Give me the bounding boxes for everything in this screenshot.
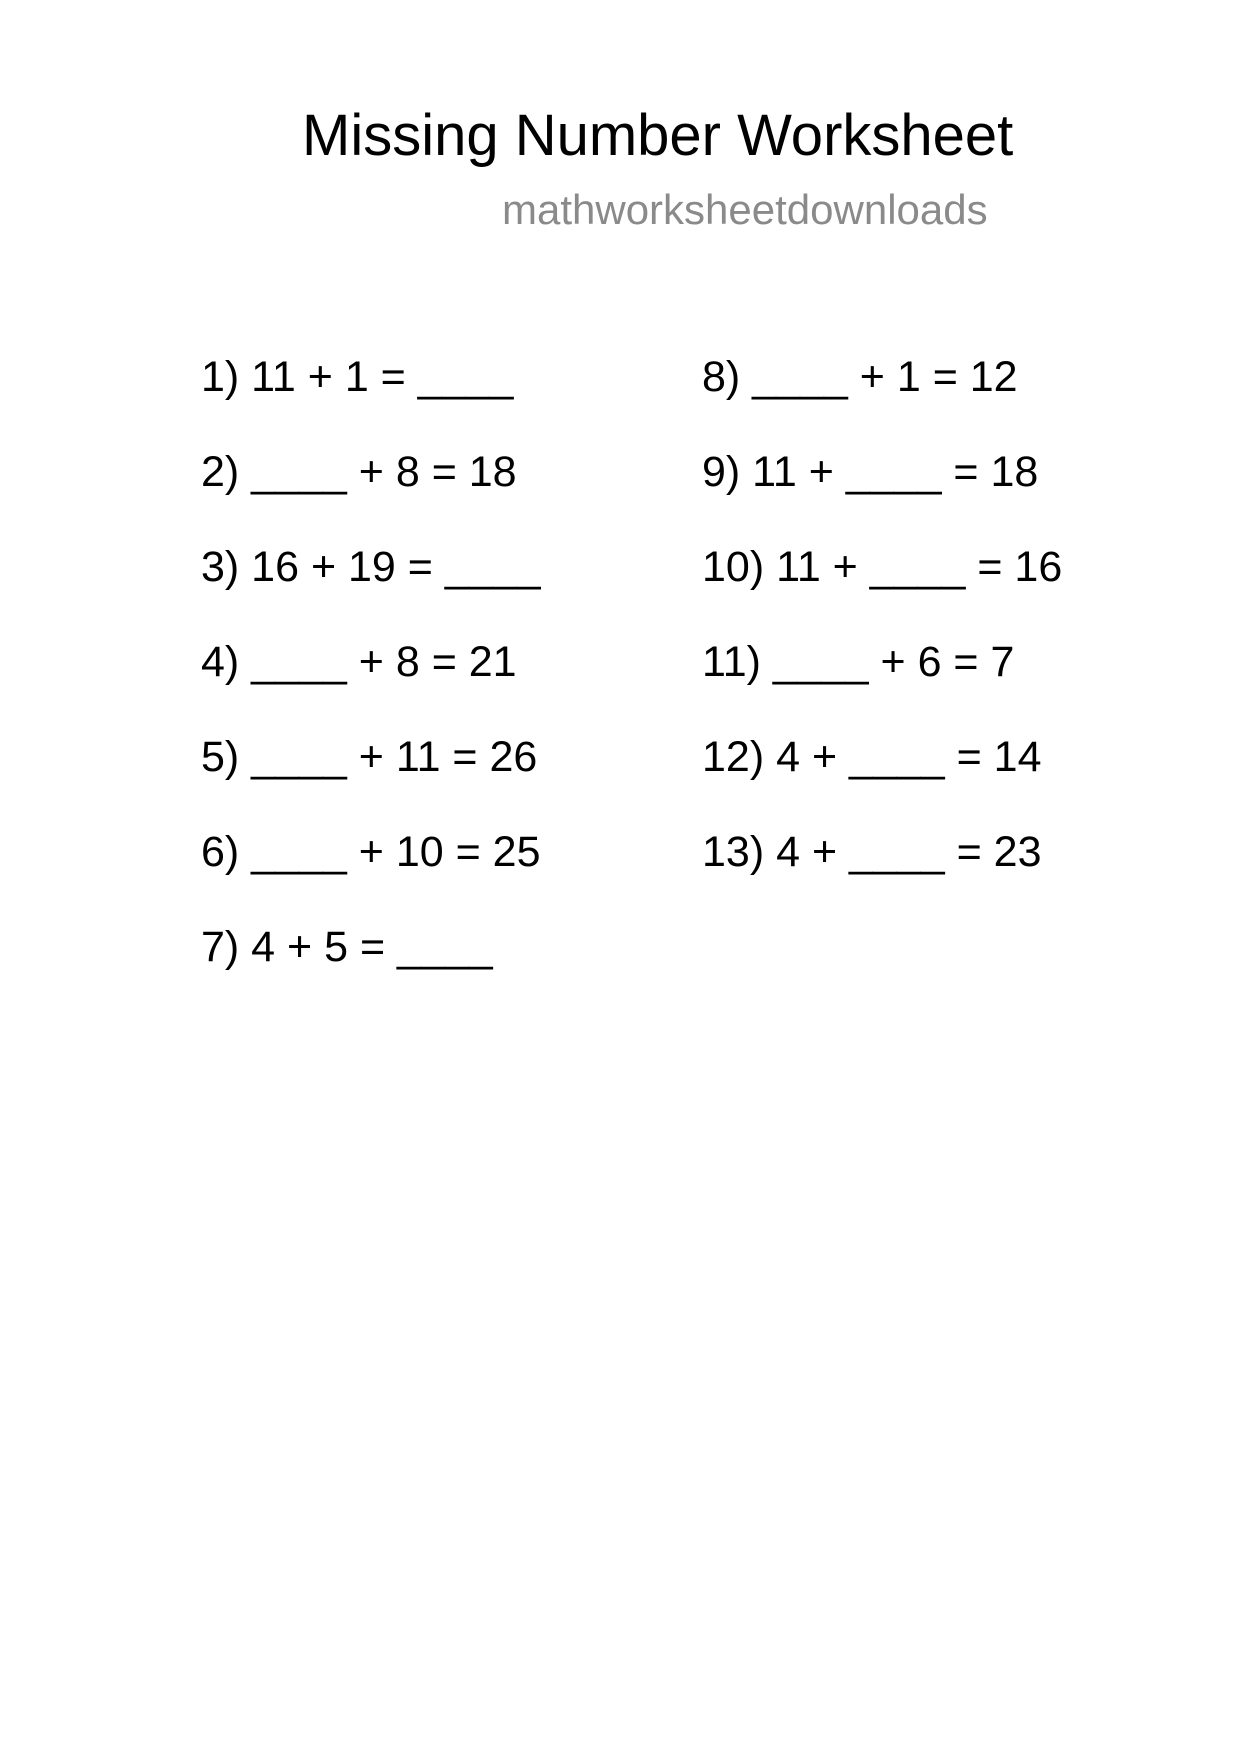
problem-11: 11) ____ + 6 = 7	[702, 638, 1015, 686]
problem-1: 1) 11 + 1 = ____	[201, 353, 514, 401]
problem-list-right	[702, 347, 1062, 917]
problem-6: 6) ____ + 10 = 25	[201, 828, 541, 876]
problem-5: 5) ____ + 11 = 26	[201, 733, 538, 781]
problem-9: 9) 11 + ____ = 18	[702, 448, 1039, 496]
problem-list-left	[201, 347, 541, 1012]
problem-2: 2) ____ + 8 = 18	[201, 448, 517, 496]
problem-13: 13) 4 + ____ = 23	[702, 828, 1042, 876]
problem-12: 12) 4 + ____ = 14	[702, 733, 1042, 781]
worksheet-title: Missing Number Worksheet	[302, 103, 1014, 168]
problem-4: 4) ____ + 8 = 21	[201, 638, 517, 686]
problem-3: 3) 16 + 19 = ____	[201, 543, 541, 591]
problem-8: 8) ____ + 1 = 12	[702, 353, 1018, 401]
worksheet-subtitle: mathworksheetdownloads	[502, 186, 988, 233]
problem-7: 7) 4 + 5 = ____	[201, 923, 493, 971]
problem-10: 10) 11 + ____ = 16	[702, 543, 1063, 591]
